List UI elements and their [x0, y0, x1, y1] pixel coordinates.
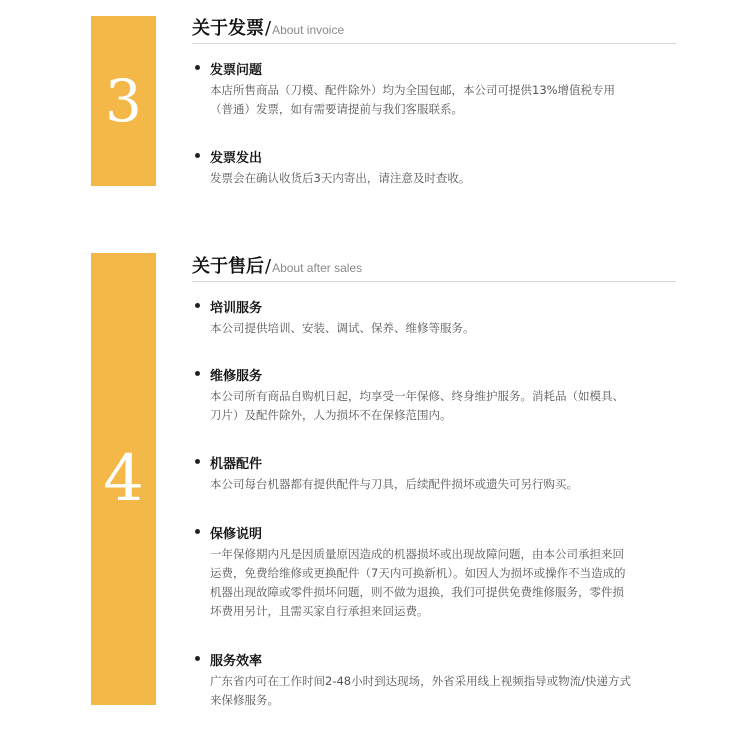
- section-title-en: About invoice: [272, 23, 345, 37]
- bullet-icon: [195, 153, 200, 158]
- bullet-icon: [195, 303, 200, 308]
- section-number-block: [91, 16, 156, 186]
- list-item: [192, 650, 632, 715]
- item-description: 本公司每台机器都有提供配件与刀具，后续配件损坏或遗失可另行购买。: [210, 477, 578, 491]
- list-item: [192, 453, 632, 498]
- section-title: [192, 14, 344, 40]
- section-number: 4: [103, 442, 144, 516]
- bullet-icon: [195, 65, 200, 70]
- section-title-zh: 关于发票: [192, 18, 264, 39]
- item-title: 培训服务: [210, 301, 263, 316]
- list-item: [192, 147, 632, 197]
- bullet-icon: [195, 529, 200, 534]
- title-separator: /: [265, 256, 272, 277]
- bullet-icon: [195, 656, 200, 661]
- item-title: 发票发出: [210, 151, 263, 166]
- section-title-zh: 关于售后: [192, 256, 264, 277]
- item-description: 本公司提供培训、安装、调试、保养、维修等服务。: [210, 321, 475, 335]
- section-title-en: About after sales: [272, 261, 363, 275]
- item-description: 一年保修期内凡是因质量原因造成的机器损坏或出现故障问题，由本公司承担来回运费，免费给维修或更换配件（7天内可换新机）。如因人为损坏或操作不当造成的机器出现故障或零件损坏问题，则不做为退换，我们可提供免费维修服务，零件损坏费用另计，且需买家自行承担来回运费。: [210, 547, 626, 618]
- title-separator: /: [265, 18, 272, 39]
- item-description: 广东省内可在工作时间2-48小时到达现场，外省采用线上视频指导或物流/快递方式来保修服务。: [210, 674, 631, 707]
- list-item: [192, 297, 632, 342]
- item-title: 服务效率: [210, 654, 263, 669]
- list-item: [192, 523, 632, 623]
- section-number: 3: [105, 67, 142, 135]
- section-title: [192, 252, 362, 278]
- section-number-block: [91, 253, 156, 705]
- bullet-icon: [195, 371, 200, 376]
- item-title: 发票问题: [210, 63, 263, 78]
- item-title: 机器配件: [210, 457, 263, 472]
- list-item: [192, 365, 632, 430]
- item-description: 本店所售商品（刀模、配件除外）均为全国包邮，本公司可提供13%增值税专用（普通）发票，如有需要请提前与我们客服联系。: [210, 83, 616, 116]
- item-title: 保修说明: [210, 527, 263, 542]
- title-divider: [192, 43, 676, 44]
- title-divider: [192, 281, 676, 282]
- item-description: 发票会在确认收货后3天内寄出，请注意及时查收。: [210, 171, 471, 185]
- list-item: [192, 59, 632, 129]
- bullet-icon: [195, 459, 200, 464]
- item-description: 本公司所有商品自购机日起，均享受一年保修、终身维护服务。消耗品（如模具、刀片）及配件除外，人为损坏不在保修范围内。: [210, 389, 624, 422]
- item-title: 维修服务: [210, 369, 263, 384]
